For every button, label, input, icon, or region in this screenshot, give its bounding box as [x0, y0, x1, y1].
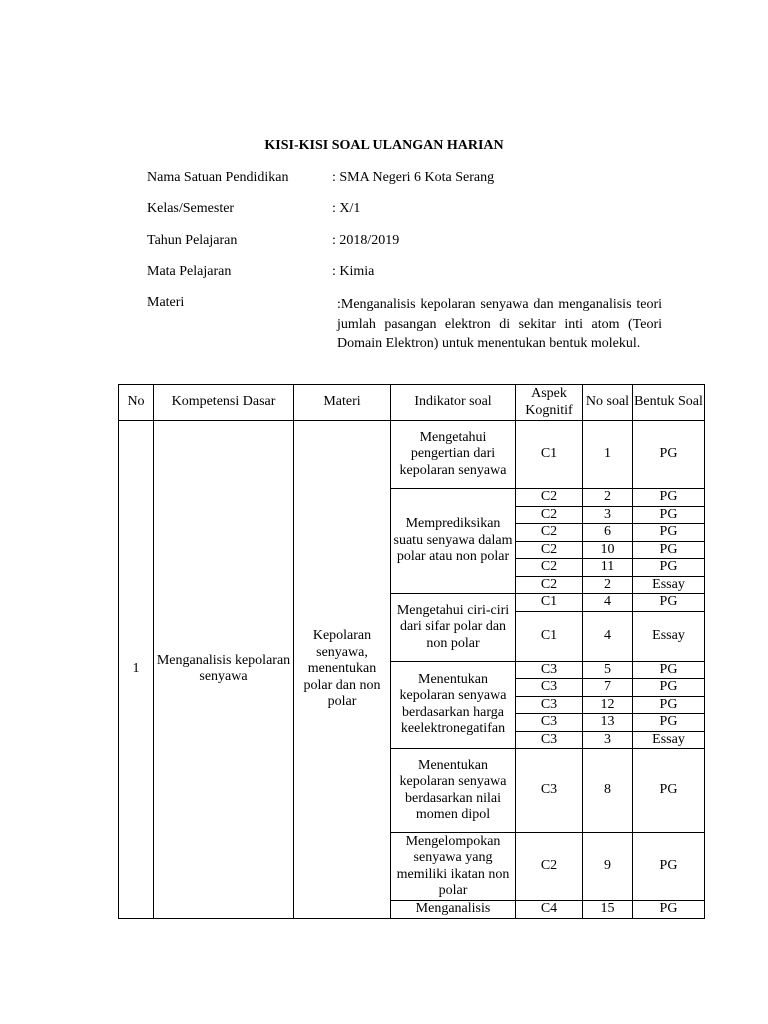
cell-bentuk: Essay: [633, 611, 705, 661]
cell-indikator: Menganalisis: [391, 901, 516, 919]
cell-no-soal: 3: [583, 506, 633, 524]
info-value: : SMA Negeri 6 Kota Serang: [332, 170, 495, 185]
info-label: Tahun Pelajaran: [147, 233, 238, 248]
info-label: Kelas/Semester: [147, 201, 235, 216]
info-value: : Kimia: [332, 264, 375, 279]
cell-no-soal: 15: [583, 901, 633, 919]
cell-aspek: C2: [516, 524, 583, 542]
cell-aspek: C3: [516, 714, 583, 732]
cell-bentuk: PG: [633, 714, 705, 732]
cell-no-soal: 1: [583, 421, 633, 489]
info-value: : 2018/2019: [332, 233, 400, 248]
cell-no-soal: 12: [583, 696, 633, 714]
header-no-soal: No soal: [583, 385, 633, 421]
cell-bentuk: PG: [633, 541, 705, 559]
cell-bentuk: Essay: [633, 576, 705, 594]
cell-indikator: Menentukan kepolaran senyawa berdasarkan harga keelektronegatifan: [391, 661, 516, 749]
cell-bentuk: PG: [633, 661, 705, 679]
header-bentuk-soal: Bentuk Soal: [633, 385, 705, 421]
cell-aspek: C1: [516, 421, 583, 489]
cell-no: 1: [119, 421, 154, 919]
materi-description: :Menganalisis kepolaran senyawa dan menganalisis teori jumlah pasangan elektron di sekitar inti atom (Teori Domain Elektron) untuk menentukan bentuk molekul.: [337, 297, 662, 352]
document-title: KISI-KISI SOAL ULANGAN HARIAN: [264, 138, 504, 153]
cell-aspek: C1: [516, 594, 583, 612]
cell-no-soal: 8: [583, 749, 633, 833]
cell-aspek: C3: [516, 749, 583, 833]
cell-no-soal: 13: [583, 714, 633, 732]
header-aspek-kognitif: Aspek Kognitif: [516, 385, 583, 421]
header-kompetensi-dasar: Kompetensi Dasar: [154, 385, 294, 421]
cell-kompetensi-dasar: Menganalisis kepolaran senyawa: [154, 421, 294, 919]
cell-bentuk: PG: [633, 833, 705, 901]
cell-no-soal: 10: [583, 541, 633, 559]
table-row: [119, 421, 705, 489]
cell-aspek: C2: [516, 576, 583, 594]
header-materi: Materi: [294, 385, 391, 421]
cell-indikator: Mengelompokan senyawa yang memiliki ikatan non polar: [391, 833, 516, 901]
cell-bentuk: PG: [633, 524, 705, 542]
cell-bentuk: PG: [633, 489, 705, 507]
table-header-row: [119, 385, 705, 421]
cell-no-soal: 5: [583, 661, 633, 679]
cell-aspek: C3: [516, 661, 583, 679]
cell-bentuk: PG: [633, 506, 705, 524]
cell-materi: Kepolaran senyawa, menentukan polar dan non polar: [294, 421, 391, 919]
cell-indikator: Mengetahui ciri-ciri dari sifar polar dan non polar: [391, 594, 516, 662]
kisi-kisi-table: [118, 384, 705, 919]
cell-aspek: C2: [516, 559, 583, 577]
cell-bentuk: PG: [633, 559, 705, 577]
cell-indikator: Memprediksikan suatu senyawa dalam polar atau non polar: [391, 489, 516, 594]
cell-aspek: C3: [516, 696, 583, 714]
cell-bentuk: PG: [633, 679, 705, 697]
cell-bentuk: Essay: [633, 731, 705, 749]
cell-aspek: C4: [516, 901, 583, 919]
info-label: Mata Pelajaran: [147, 264, 232, 279]
cell-aspek: C2: [516, 489, 583, 507]
cell-no-soal: 7: [583, 679, 633, 697]
cell-no-soal: 9: [583, 833, 633, 901]
header-no: No: [119, 385, 154, 421]
header-indikator-soal: Indikator soal: [391, 385, 516, 421]
cell-no-soal: 3: [583, 731, 633, 749]
cell-no-soal: 2: [583, 576, 633, 594]
cell-indikator: Menentukan kepolaran senyawa berdasarkan nilai momen dipol: [391, 749, 516, 833]
cell-aspek: C2: [516, 541, 583, 559]
cell-indikator: Mengetahui pengertian dari kepolaran senyawa: [391, 421, 516, 489]
cell-aspek: C3: [516, 731, 583, 749]
cell-no-soal: 4: [583, 611, 633, 661]
info-value: : X/1: [332, 201, 361, 216]
cell-aspek: C2: [516, 506, 583, 524]
cell-no-soal: 11: [583, 559, 633, 577]
cell-bentuk: PG: [633, 594, 705, 612]
cell-bentuk: PG: [633, 421, 705, 489]
cell-aspek: C1: [516, 611, 583, 661]
cell-bentuk: PG: [633, 696, 705, 714]
info-label: Nama Satuan Pendidikan: [147, 170, 289, 185]
info-label: Materi: [147, 295, 185, 310]
cell-no-soal: 4: [583, 594, 633, 612]
cell-aspek: C2: [516, 833, 583, 901]
cell-no-soal: 2: [583, 489, 633, 507]
cell-aspek: C3: [516, 679, 583, 697]
cell-bentuk: PG: [633, 901, 705, 919]
cell-no-soal: 6: [583, 524, 633, 542]
cell-bentuk: PG: [633, 749, 705, 833]
